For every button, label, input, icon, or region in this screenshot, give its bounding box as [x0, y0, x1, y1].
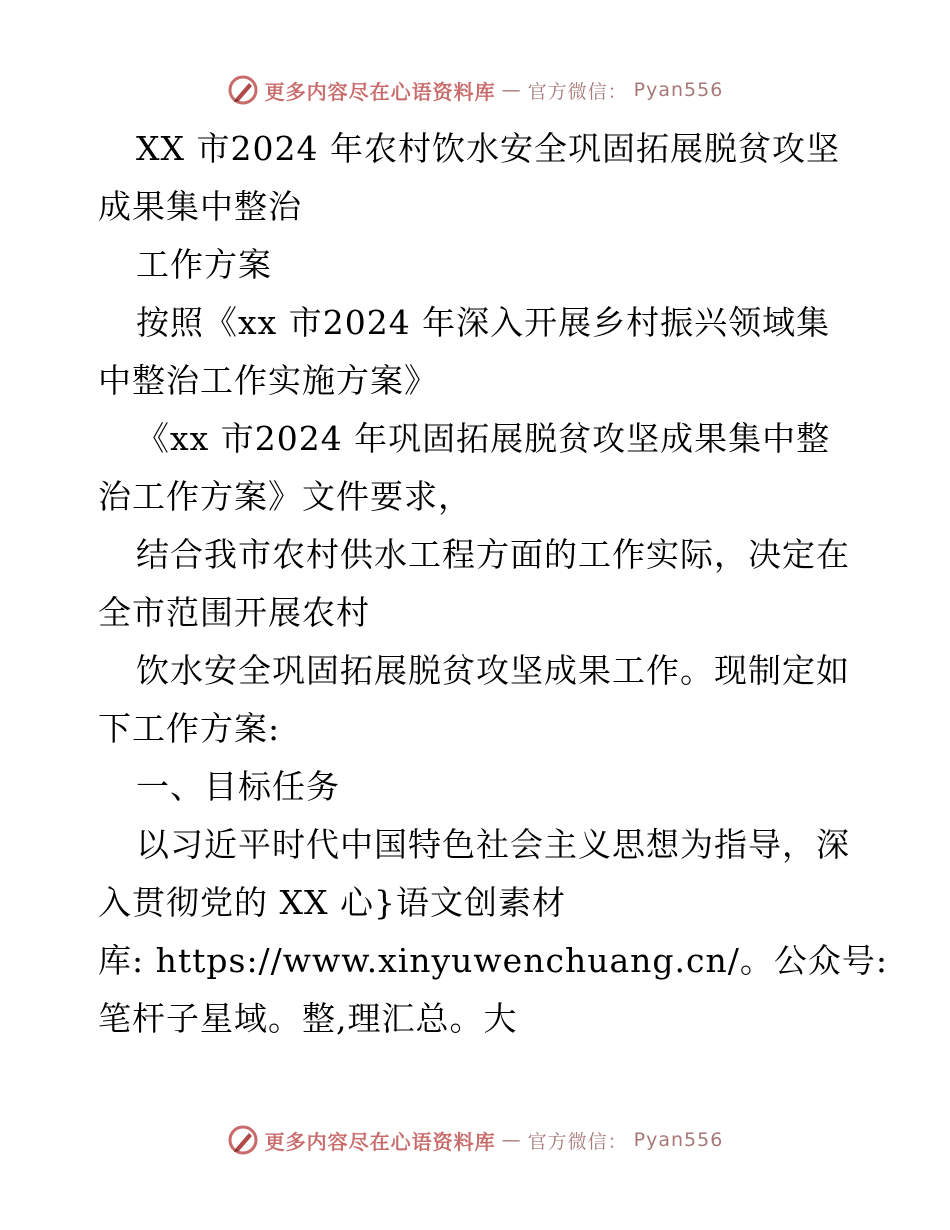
document-title-line-1: XX 市2024 年农村饮水安全巩固拓展脱贫攻坚: [136, 129, 840, 168]
section-heading: 一、目标任务: [136, 767, 340, 806]
paragraph-line: 下工作方案:: [98, 709, 281, 748]
footer-watermark: [0, 1120, 950, 1160]
document-body: [98, 120, 888, 1048]
paragraph-line: 入贯彻党的 XX 心}语文创素材: [98, 883, 566, 922]
watermark-brand-text: 更多内容尽在心语资料库: [264, 79, 496, 104]
document-subtitle: 工作方案: [136, 245, 272, 284]
paragraph-line: 《xx 市2024 年巩固拓展脱贫攻坚成果集中整: [136, 419, 831, 458]
paragraph-line: 以习近平时代中国特色社会主义思想为指导，深: [136, 825, 850, 864]
red-pen-circle-icon: [227, 74, 259, 106]
header-watermark: [0, 70, 950, 110]
watermark-separator: —: [501, 1129, 522, 1151]
paragraph-line: 饮水安全巩固拓展脱贫攻坚成果工作。现制定如: [136, 651, 850, 690]
document-title-line-2: 成果集中整治: [98, 187, 302, 226]
watermark-contact-id: Pyan556: [633, 79, 724, 101]
watermark-contact-text: 官方微信：: [527, 1130, 628, 1153]
paragraph-line: 库: https://www.xinyuwenchuang.cn/。公众号:: [98, 941, 888, 980]
paragraph-line: 按照《xx 市2024 年深入开展乡村振兴领域集: [136, 303, 831, 342]
paragraph-line: 中整治工作实施方案》: [98, 361, 438, 400]
watermark-contact-text: 官方微信：: [527, 80, 628, 103]
watermark-separator: —: [501, 79, 522, 101]
paragraph-line: 结合我市农村供水工程方面的工作实际，决定在: [136, 535, 850, 574]
paragraph-line: 全市范围开展农村: [98, 593, 370, 632]
paragraph-line: 笔杆子星域。整,理汇总。大: [98, 999, 518, 1038]
red-pen-circle-icon: [227, 1124, 259, 1156]
paragraph-line: 治工作方案》文件要求，: [98, 477, 472, 516]
watermark-contact-id: Pyan556: [633, 1129, 724, 1151]
watermark-brand-text: 更多内容尽在心语资料库: [264, 1129, 496, 1154]
